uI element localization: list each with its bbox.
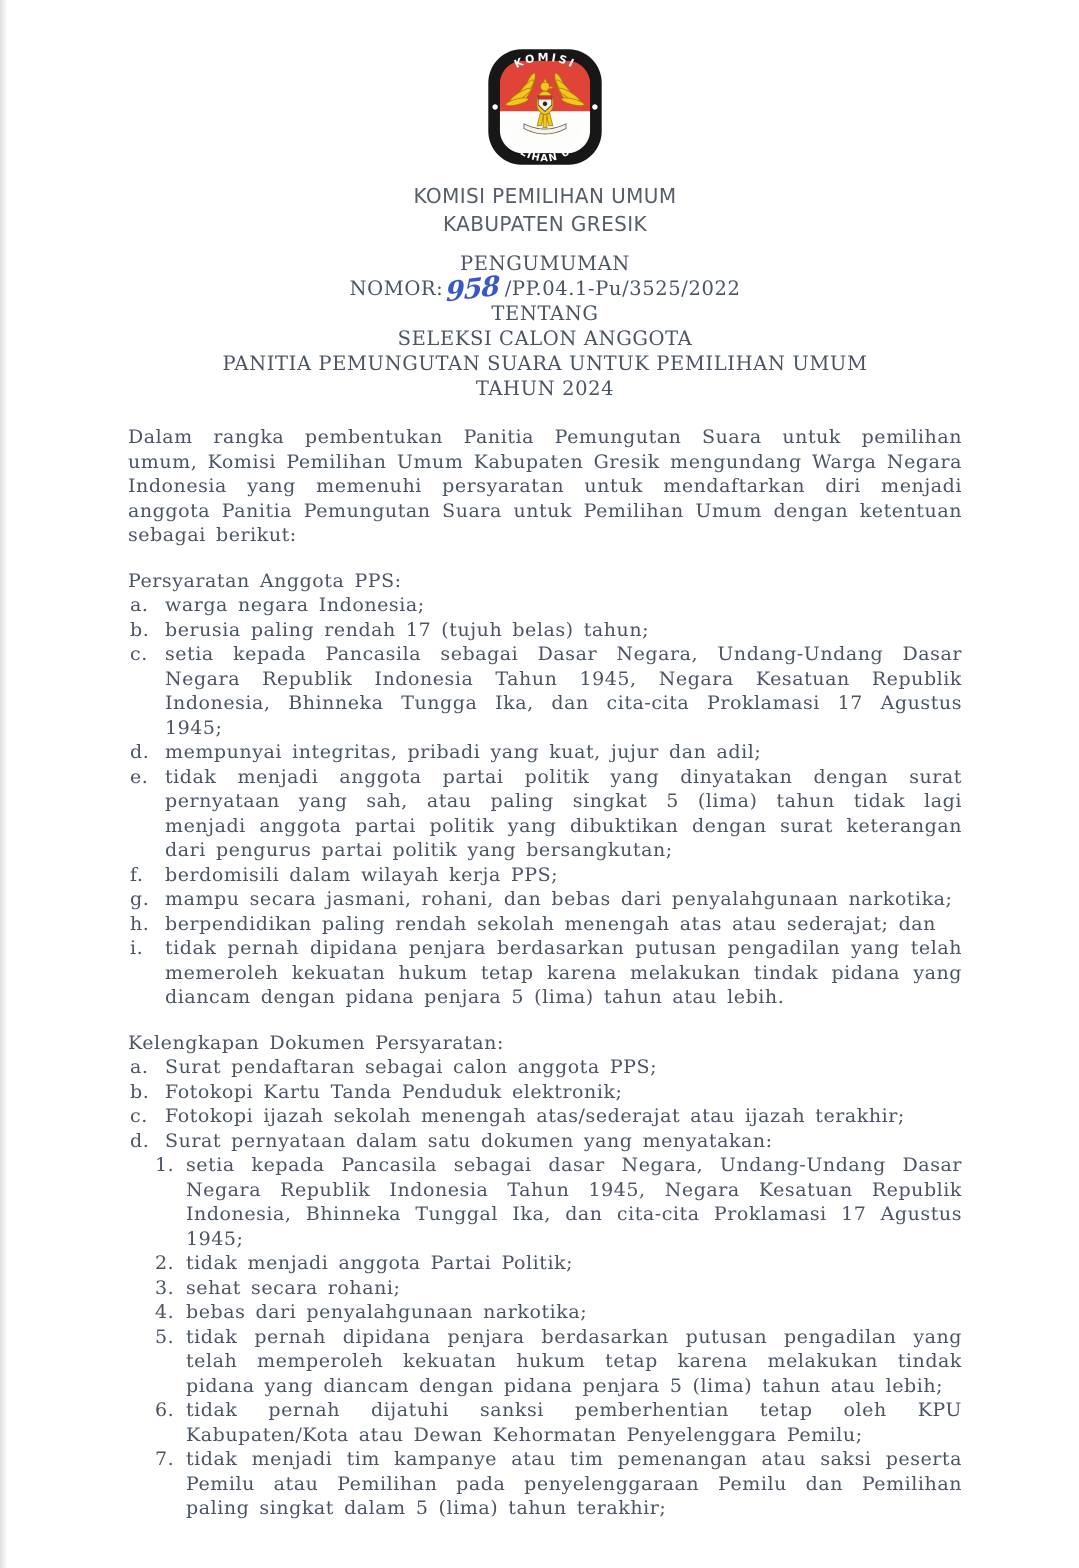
list-item-text: mempunyai integritas, pribadi yang kuat, jujur dan adil;	[165, 741, 762, 763]
doc-subject-line1: SELEKSI CALON ANGGOTA	[397, 327, 693, 350]
statement-subitems-list	[154, 1153, 962, 1521]
sub-list-item	[154, 1153, 962, 1251]
list-item-label: e.	[130, 765, 149, 788]
org-name-line1: KOMISI PEMILIHAN UMUM	[413, 184, 677, 208]
intro-paragraph: Dalam rangka pembentukan Panitia Pemungutan Suara untuk pemilihan umum, Komisi Pemilihan Umum Kabupaten Gresik mengundang Warga Negara Indonesia yang memenuhi persyaratan untuk mendaftarkan diri menjadi anggota Panitia Pemungutan Suara untuk Pemilihan Umum dengan ketentuan sebagai berikut:	[128, 426, 962, 546]
logo-left-dot	[492, 104, 497, 109]
scan-page-edge	[0, 0, 7, 1568]
list-item-label: d.	[130, 741, 150, 763]
doc-tentang: TENTANG	[491, 302, 599, 325]
kpu-logo	[128, 44, 962, 174]
sub-list-item-label: 6.	[155, 1399, 175, 1421]
list-item	[128, 1129, 962, 1154]
sub-list-item-label: 7.	[155, 1448, 175, 1470]
list-item	[128, 1055, 962, 1080]
sub-list-item-label: 3.	[155, 1276, 175, 1299]
sub-list-item	[154, 1447, 962, 1521]
list-item-text: Fotokopi Kartu Tanda Penduduk elektronik;	[165, 1080, 623, 1103]
list-item-label: g.	[130, 888, 150, 910]
sub-list-item-text: tidak pernah dijatuhi sanksi pemberhentian tetap oleh KPU Kabupaten/Kota atau Dewan Kehormatan Penyelenggara Pemilu;	[186, 1399, 962, 1446]
list-item	[128, 618, 962, 643]
list-item-label: c.	[130, 643, 148, 665]
list-item	[128, 887, 962, 912]
pps-requirements-list	[128, 593, 962, 1010]
section-heading-kelengkapan: Kelengkapan Dokumen Persyaratan:	[128, 1031, 504, 1054]
sub-list-item-text: tidak menjadi anggota Partai Politik;	[186, 1252, 574, 1274]
sub-list-item-text: tidak pernah dipidana penjara berdasarkan putusan pengadilan yang telah memperoleh kekuatan hukum tetap karena melakukan tindak pidana yang diancam dengan pidana penjara 5 (lima) tahun atau lebih;	[186, 1325, 962, 1397]
list-item-label: a.	[130, 594, 149, 616]
list-item	[128, 936, 962, 1010]
list-item-text: berusia paling rendah 17 (tujuh belas) tahun;	[165, 618, 650, 641]
sub-list-item-label: 2.	[155, 1252, 175, 1274]
doc-number-label: NOMOR:	[349, 277, 444, 300]
doc-number-line	[128, 270, 962, 309]
list-item	[128, 1080, 962, 1105]
list-item-text: tidak menjadi anggota partai politik yang dinyatakan dengan surat pernyataan yang sah, atau paling singkat 5 (lima) tahun tidak lagi menjadi anggota partai politik yang dibuktikan dengan surat keterangan dari pengurus partai politik yang bersangkutan;	[165, 765, 962, 861]
list-item	[128, 740, 962, 765]
list-item	[128, 765, 962, 863]
logo-arc-bottom-text: PEMILIHAN UMUM	[496, 124, 594, 165]
org-name-line2: KABUPATEN GRESIK	[442, 212, 648, 236]
doc-title: PENGUMUMAN	[460, 252, 630, 275]
document-heading	[128, 251, 962, 401]
section-heading-persyaratan: Persyaratan Anggota PPS:	[128, 569, 402, 592]
list-item-text: warga negara Indonesia;	[165, 594, 425, 616]
handwritten-number: 958	[446, 270, 500, 309]
list-item-text: setia kepada Pancasila sebagai Dasar Negara, Undang-Undang Dasar Negara Republik Indonesia Tahun 1945, Negara Kesatuan Republik Indonesia, Bhinneka Tungga Ika, dan cita-cita Proklamasi 17 Agustus 1945;	[165, 643, 962, 739]
list-item-text: Surat pernyataan dalam satu dokumen yang menyatakan:	[165, 1129, 773, 1152]
list-item-label: i.	[130, 937, 144, 959]
list-item	[128, 1104, 962, 1129]
doc-subject-line2: PANITIA PEMUNGUTAN SUARA UNTUK PEMILIHAN UMUM	[222, 352, 868, 375]
sub-list-item-text: setia kepada Pancasila sebagai dasar Negara, Undang-Undang Dasar Negara Republik Indonesia Tahun 1945, Negara Kesatuan Republik Indonesia, Bhinneka Tunggal Ika, dan cita-cita Proklamasi 17 Agustus 1945;	[186, 1154, 962, 1250]
sub-list-item	[154, 1300, 962, 1325]
list-item	[128, 593, 962, 618]
logo-right-dot	[592, 104, 597, 109]
sub-list-item	[154, 1325, 962, 1399]
list-item-label: d.	[130, 1129, 150, 1152]
list-item-text: mampu secara jasmani, rohani, dan bebas dari penyalahgunaan narkotika;	[165, 888, 953, 910]
sub-list-item-label: 4.	[155, 1301, 175, 1323]
doc-number-rest: /PP.04.1-Pu/3525/2022	[504, 277, 741, 300]
list-item-text: tidak pernah dipidana penjara berdasarkan putusan pengadilan yang telah memeroleh kekuatan hukum tetap karena melakukan tindak pidana yang diancam dengan pidana penjara 5 (lima) tahun atau lebih.	[165, 937, 962, 1008]
list-item-label: c.	[130, 1105, 148, 1127]
document-requirements-list	[128, 1055, 962, 1521]
list-item-label: f.	[130, 863, 144, 886]
sub-list-item	[154, 1398, 962, 1447]
sub-list-item-text: sehat secara rohani;	[186, 1276, 401, 1299]
list-item-label: b.	[130, 618, 150, 641]
list-item	[128, 863, 962, 888]
list-item-label: h.	[130, 912, 150, 935]
sub-list-item-label: 5.	[155, 1325, 175, 1348]
sub-list-item-text: tidak menjadi tim kampanye atau tim pemenangan atau saksi peserta Pemilu atau Pemilihan pada penyelenggaraan Pemilu dan Pemilihan paling singkat dalam 5 (lima) tahun terakhir;	[186, 1448, 962, 1519]
list-item-text: Fotokopi ijazah sekolah menengah atas/sederajat atau ijazah terakhir;	[165, 1105, 905, 1127]
sub-list-item	[154, 1251, 962, 1276]
sub-list-item	[154, 1276, 962, 1301]
sub-list-item-text: bebas dari penyalahgunaan narkotika;	[186, 1301, 588, 1323]
list-item-label: b.	[130, 1080, 150, 1103]
sub-list-item-label: 1.	[155, 1154, 175, 1176]
list-item	[128, 642, 962, 740]
doc-subject-line3: TAHUN 2024	[475, 377, 615, 400]
logo-arc-top-text: KOMISI	[512, 50, 579, 71]
list-item	[128, 912, 962, 937]
list-item-label: a.	[130, 1056, 149, 1078]
kpu-logo-icon	[482, 44, 608, 170]
list-item-text: Surat pendaftaran sebagai calon anggota PPS;	[165, 1056, 658, 1078]
letterhead	[128, 182, 962, 238]
list-item-text: berpendidikan paling rendah sekolah menengah atas atau sederajat; dan	[165, 912, 936, 935]
list-item-text: berdomisili dalam wilayah kerja PPS;	[165, 863, 559, 886]
